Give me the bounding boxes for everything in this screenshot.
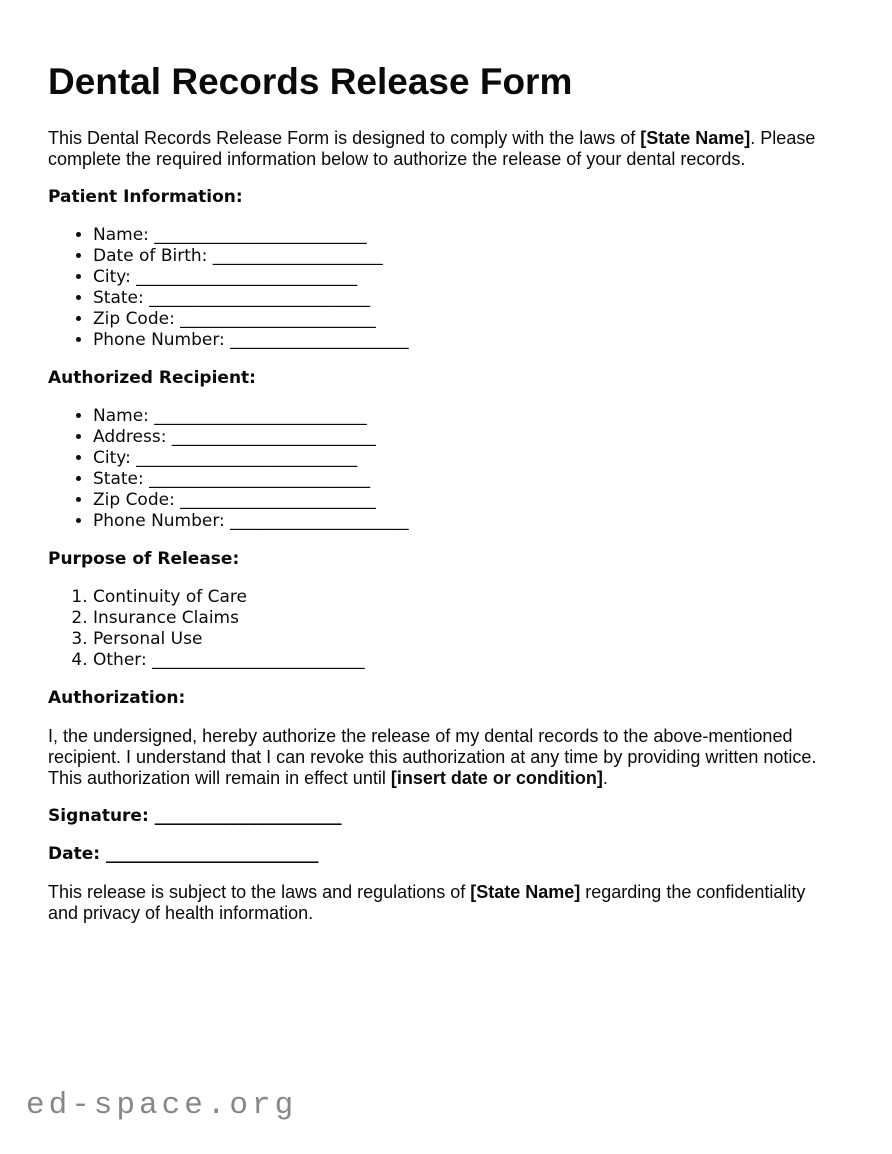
recipient-state-field: • State: __________________________ [93,469,844,490]
patient-zip-code-field: • Zip Code: _______________________ [93,309,844,330]
patient-information-heading: Patient Information: [48,187,243,207]
authorized-recipient-list [48,406,844,532]
purpose-insurance-claims: 2. Insurance Claims [93,608,844,629]
recipient-phone-number-field: • Phone Number: _____________________ [93,511,844,532]
authorization-paragraph [48,726,826,789]
legal-text-post: regarding the confidentiality and privacy of health information. [48,882,806,923]
purpose-of-release-list [48,587,844,671]
patient-information-list [48,225,844,351]
authorization-text-post: . [602,768,608,788]
recipient-address-field: • Address: ________________________ [93,427,844,448]
signature-field: Signature: ______________________ [48,806,342,826]
page-title: Dental Records Release Form [48,61,573,102]
intro-text-pre: This Dental Records Release Form is designed to comply with the laws of [48,128,641,148]
patient-name-field: • Name: _________________________ [93,225,844,246]
purpose-personal-use: 3. Personal Use [93,629,844,650]
legal-text-pre: This release is subject to the laws and regulations of [48,882,471,902]
intro-paragraph [48,128,826,170]
authorization-text-pre: I, the undersigned, hereby authorize the release of my dental records to the above-mentioned recipient. I understand that I can revoke this authorization at any time by providing written notice. This authorization will remain in effect until [48,726,817,788]
patient-date-of-birth-field: • Date of Birth: ____________________ [93,246,844,267]
intro-text-post: . Please complete the required information below to authorize the release of your dental records. [48,128,816,169]
patient-phone-number-field: • Phone Number: _____________________ [93,330,844,351]
recipient-name-field: • Name: _________________________ [93,406,844,427]
patient-city-field: • City: __________________________ [93,267,844,288]
purpose-continuity-of-care: 1. Continuity of Care [93,587,844,608]
watermark-ed-space-org: ed-space.org [26,1088,298,1123]
authorized-recipient-heading: Authorized Recipient: [48,368,256,388]
recipient-zip-code-field: • Zip Code: _______________________ [93,490,844,511]
purpose-other-field: 4. Other: _________________________ [93,650,844,671]
state-name-placeholder: [State Name] [640,128,751,148]
legal-state-name-placeholder: [State Name] [470,882,581,902]
legal-paragraph [48,882,826,924]
date-field: Date: _________________________ [48,844,319,864]
authorization-heading: Authorization: [48,688,186,708]
recipient-city-field: • City: __________________________ [93,448,844,469]
purpose-of-release-heading: Purpose of Release: [48,549,240,569]
patient-state-field: • State: __________________________ [93,288,844,309]
insert-date-placeholder: [insert date or condition] [390,768,603,788]
